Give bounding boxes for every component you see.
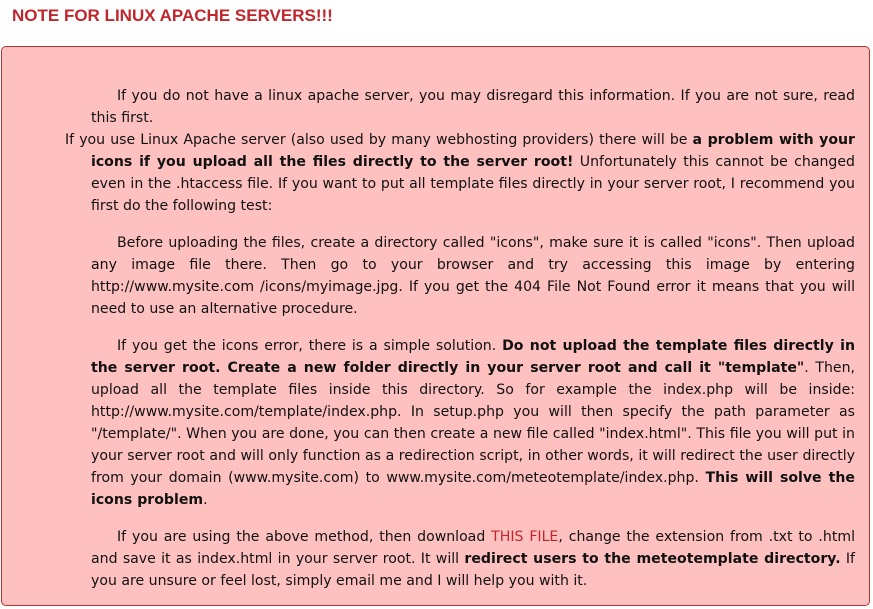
intro-text-cont: Unfortunately this cannot be changed even in the .htaccess file. If you want to put all template files directly in your server root, I recommend you first do the following test: (91, 154, 855, 214)
download-text-end: If you are unsure or feel lost, simply email me and I will help you with it. (91, 551, 855, 589)
paragraph-test: Before uploading the files, create a directory called "icons", make sure it is called "icons". Then upload any image file there. Then go to your browser and try accessing this image by entering http://www.mysite.com /icons/myimage.jpg. If you get the 404 File Not Found error it means that you will need to use an alternative procedure. (91, 235, 855, 317)
paragraph-solution (91, 335, 855, 511)
solution-period: . (203, 492, 208, 508)
download-bold: redirect users to the meteotemplate directory. (464, 551, 841, 567)
intro-line: If you do not have a linux apache server, you may disregard this information. If you are not sure, read this first. (91, 88, 855, 126)
intro-text: If you use Linux Apache server (also used by many webhosting providers) there will be (65, 132, 693, 148)
notice-box (1, 46, 870, 606)
solution-text: If you get the icons error, there is a simple solution. (117, 338, 503, 354)
intro-bold: a problem with your icons if you upload all the files directly to the server root! (91, 132, 855, 170)
download-text: If you are using the above method, then download (117, 529, 492, 545)
download-text-cont: , change the extension from .txt to .html and save it as index.html in your server root. It will (91, 529, 855, 567)
this-file-link[interactable]: THIS FILE (491, 529, 559, 545)
paragraph-download (91, 526, 855, 592)
solution-bold-end: This will solve the icons problem (91, 470, 855, 508)
paragraph-intro (65, 85, 855, 217)
notice-content (65, 85, 856, 607)
page-heading: NOTE FOR LINUX APACHE SERVERS!!! (12, 6, 333, 25)
solution-bold: Do not upload the template files directly in the server root. Create a new folder directly in your server root and call it "template" (91, 338, 855, 376)
solution-text-cont: . Then, upload all the template files inside this directory. So for example the index.php will be inside: http://www.mysite.com/template/index.php. In setup.php you will then specify the path parameter as "/template/". When you are done, you can then create a new file called "index.html". This file you will put in your server root and will only function as a redirection script, in other words, it will redirect the user directly from your domain (www.mysite.com) to www.mysite.com/meteotemplate/index.php. (91, 360, 856, 486)
